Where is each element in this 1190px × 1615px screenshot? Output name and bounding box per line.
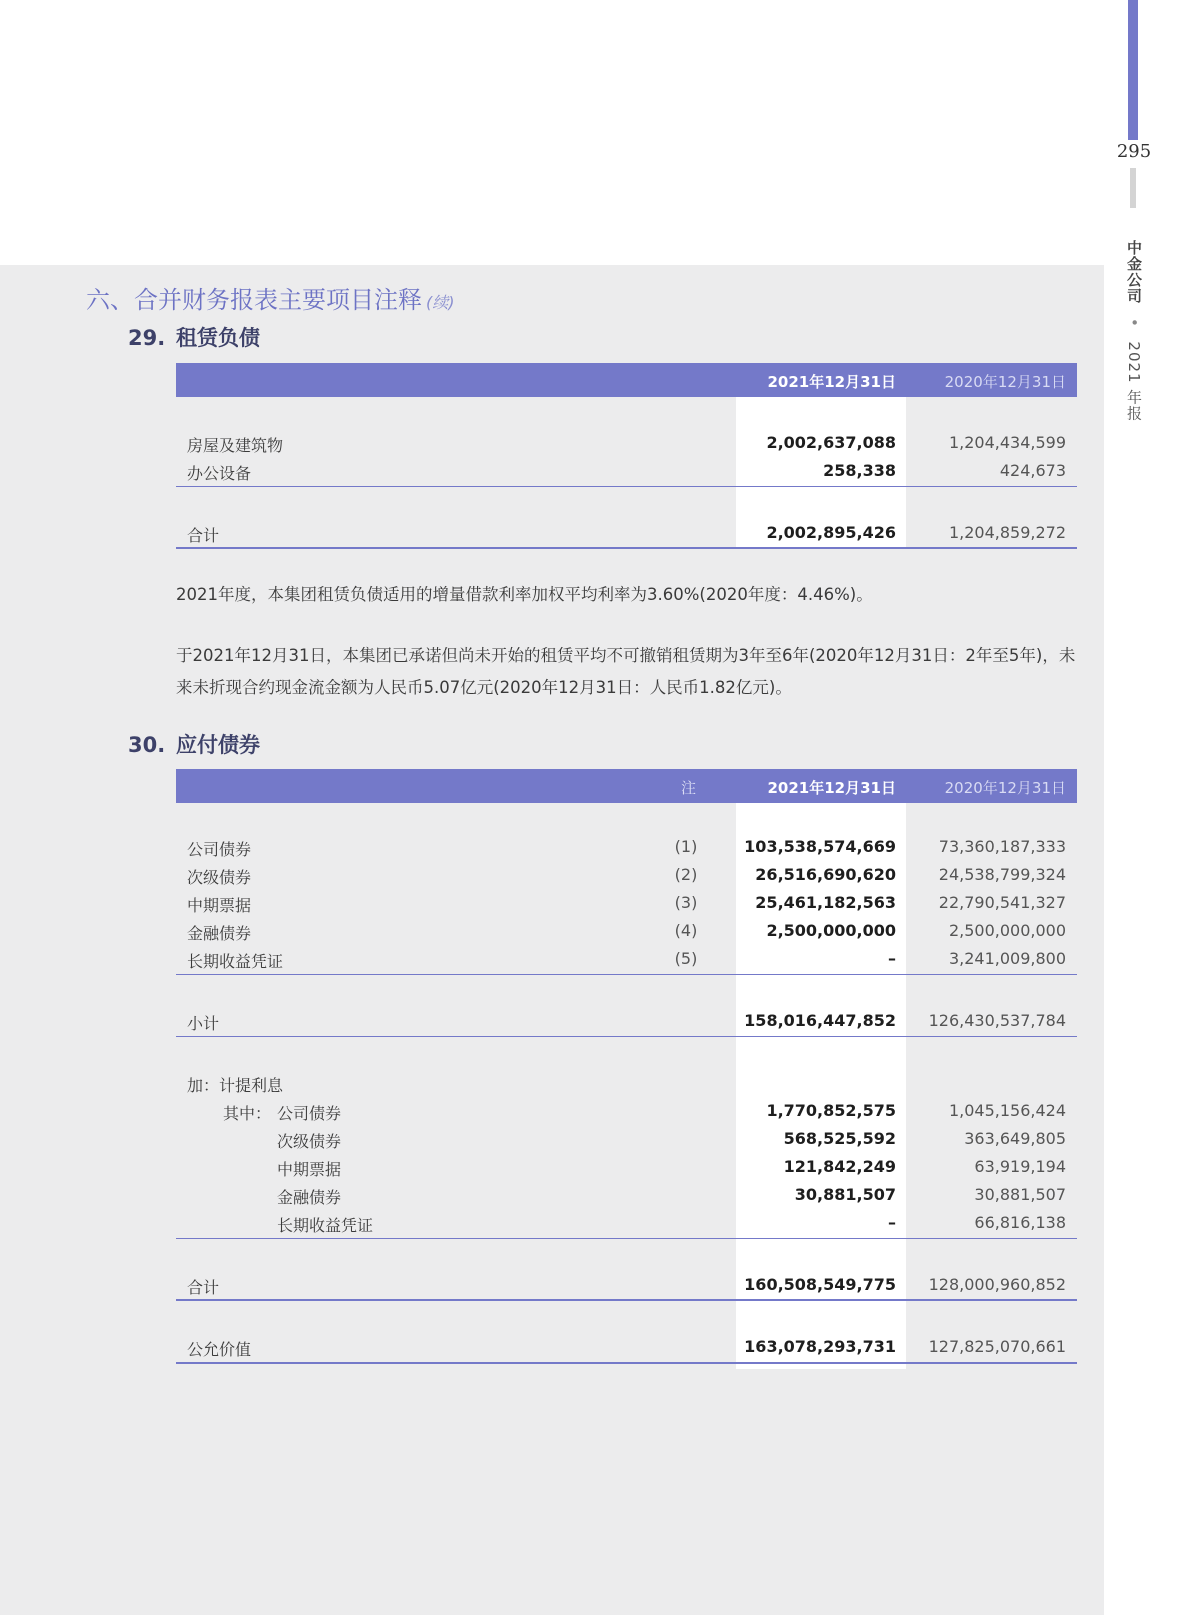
row-prior-value: 3,241,009,800 bbox=[948, 949, 1066, 968]
row-prior-value: 363,649,805 bbox=[964, 1129, 1066, 1148]
section-title-text: 六、合并财务报表主要项目注释 bbox=[86, 286, 422, 314]
row-label: 次级债券 bbox=[187, 868, 252, 887]
note-29-number: 29. bbox=[128, 326, 166, 350]
note-29-title: 租赁负债 bbox=[176, 326, 260, 350]
row-prior-value: 73,360,187,333 bbox=[938, 837, 1066, 856]
row-current-value: 2,002,895,426 bbox=[766, 523, 896, 542]
row-current-value: – bbox=[888, 949, 896, 968]
fair-value-divider bbox=[176, 1362, 1077, 1364]
row-label: 中期票据 bbox=[277, 1160, 342, 1179]
row-current-value: – bbox=[888, 1213, 896, 1232]
total-divider bbox=[176, 547, 1077, 549]
table-header bbox=[176, 363, 1077, 397]
row-current-value: 1,770,852,575 bbox=[766, 1101, 896, 1120]
row-label: 金融债券 bbox=[277, 1188, 342, 1207]
table-row bbox=[176, 865, 1077, 893]
row-prior-value: 63,919,194 bbox=[974, 1157, 1066, 1176]
row-prior-value: 1,204,859,272 bbox=[948, 523, 1066, 542]
fair-value-row bbox=[176, 1337, 1077, 1365]
note-29-paragraph-commitments: 于2021年12月31日，本集团已承诺但尚未开始的租赁平均不可撤销租赁期为3年至6年(2020年12月31日：2年至5年)，未来未折现合约现金流金额为人民币5.07亿元(2020年12月31日：人民币1.82亿元)。 bbox=[176, 646, 1076, 697]
total-divider bbox=[176, 1299, 1077, 1301]
note-30-number: 30. bbox=[128, 733, 166, 757]
page-accent-bar bbox=[1128, 0, 1138, 140]
side-brand: 中金公司 bbox=[1125, 240, 1143, 304]
section-continued: (续) bbox=[426, 293, 455, 312]
interest-row bbox=[176, 1129, 1077, 1157]
lease-liabilities-table bbox=[176, 363, 1077, 549]
row-prior-value: 66,816,138 bbox=[974, 1213, 1066, 1232]
interest-row bbox=[176, 1213, 1077, 1241]
row-label: 办公设备 bbox=[187, 464, 252, 483]
row-label: 金融债券 bbox=[187, 924, 252, 943]
interest-row bbox=[176, 1101, 1077, 1129]
note-30-title: 应付债券 bbox=[176, 733, 260, 757]
note-29-heading bbox=[128, 322, 260, 352]
row-note: (4) bbox=[674, 921, 698, 940]
note-30-heading bbox=[128, 729, 260, 759]
table-row bbox=[176, 893, 1077, 921]
row-current-value: 158,016,447,852 bbox=[744, 1011, 896, 1030]
row-current-value: 2,500,000,000 bbox=[766, 921, 896, 940]
row-label: 公司债券 bbox=[277, 1104, 342, 1123]
header-current-year: 2021年12月31日 bbox=[767, 373, 896, 391]
side-year: 2021 年报 bbox=[1125, 341, 1143, 422]
row-current-value: 121,842,249 bbox=[783, 1157, 896, 1176]
header-prior-year: 2020年12月31日 bbox=[944, 779, 1066, 797]
row-label: 中期票据 bbox=[187, 896, 252, 915]
row-prior-value: 126,430,537,784 bbox=[928, 1011, 1066, 1030]
header-note: 注 bbox=[681, 779, 697, 797]
row-note: (5) bbox=[674, 949, 698, 968]
row-prior-value: 1,204,434,599 bbox=[948, 433, 1066, 452]
table-row bbox=[176, 949, 1077, 977]
row-note: (3) bbox=[674, 893, 698, 912]
row-current-value: 2,002,637,088 bbox=[766, 433, 896, 452]
row-label: 长期收益凭证 bbox=[187, 952, 284, 971]
row-prior-value: 2,500,000,000 bbox=[948, 921, 1066, 940]
row-label: 公允价值 bbox=[187, 1340, 252, 1359]
interest-row bbox=[176, 1185, 1077, 1213]
row-current-value: 568,525,592 bbox=[783, 1129, 896, 1148]
row-label: 合计 bbox=[187, 526, 220, 545]
section-title bbox=[86, 280, 455, 315]
row-divider bbox=[176, 974, 1077, 975]
of-which-label: 其中： bbox=[223, 1104, 272, 1123]
row-current-value: 30,881,507 bbox=[794, 1185, 896, 1204]
row-divider bbox=[176, 486, 1077, 487]
row-divider bbox=[176, 1036, 1077, 1037]
row-label: 合计 bbox=[187, 1278, 220, 1297]
row-label: 加：计提利息 bbox=[187, 1076, 284, 1095]
row-current-value: 103,538,574,669 bbox=[744, 837, 896, 856]
row-note: (2) bbox=[674, 865, 698, 884]
row-prior-value: 22,790,541,327 bbox=[938, 893, 1066, 912]
row-label: 长期收益凭证 bbox=[277, 1216, 374, 1235]
note-29-paragraph-rate: 2021年度，本集团租赁负债适用的增量借款利率加权平均利率为3.60%(2020年度：4.46%)。 bbox=[176, 585, 873, 604]
row-prior-value: 128,000,960,852 bbox=[928, 1275, 1066, 1294]
row-current-value: 160,508,549,775 bbox=[744, 1275, 896, 1294]
row-label: 公司债券 bbox=[187, 840, 252, 859]
row-label: 房屋及建筑物 bbox=[187, 436, 284, 455]
table-header bbox=[176, 769, 1077, 803]
row-divider bbox=[176, 1238, 1077, 1239]
header-prior-year: 2020年12月31日 bbox=[944, 373, 1066, 391]
header-current-year: 2021年12月31日 bbox=[767, 779, 896, 797]
interest-heading-row bbox=[176, 1073, 1077, 1101]
row-current-value: 258,338 bbox=[823, 461, 896, 480]
table-row bbox=[176, 433, 1077, 461]
interest-row bbox=[176, 1157, 1077, 1185]
row-label: 小计 bbox=[187, 1014, 220, 1033]
table-row bbox=[176, 461, 1077, 489]
side-separator: • bbox=[1125, 317, 1143, 328]
row-current-value: 26,516,690,620 bbox=[755, 865, 896, 884]
row-prior-value: 1,045,156,424 bbox=[948, 1101, 1066, 1120]
row-note: (1) bbox=[674, 837, 698, 856]
row-current-value: 163,078,293,731 bbox=[744, 1337, 896, 1356]
table-row bbox=[176, 921, 1077, 949]
page-accent-bar-lower bbox=[1130, 168, 1136, 208]
row-prior-value: 127,825,070,661 bbox=[928, 1337, 1066, 1356]
bonds-payable-table bbox=[176, 769, 1077, 1369]
row-prior-value: 30,881,507 bbox=[974, 1185, 1066, 1204]
page-number: 295 bbox=[1116, 141, 1152, 162]
table-row bbox=[176, 837, 1077, 865]
row-prior-value: 424,673 bbox=[999, 461, 1066, 480]
row-label: 次级债券 bbox=[277, 1132, 342, 1151]
row-prior-value: 24,538,799,324 bbox=[938, 865, 1066, 884]
side-running-title bbox=[1121, 240, 1145, 421]
subtotal-row bbox=[176, 1011, 1077, 1039]
row-current-value: 25,461,182,563 bbox=[755, 893, 896, 912]
